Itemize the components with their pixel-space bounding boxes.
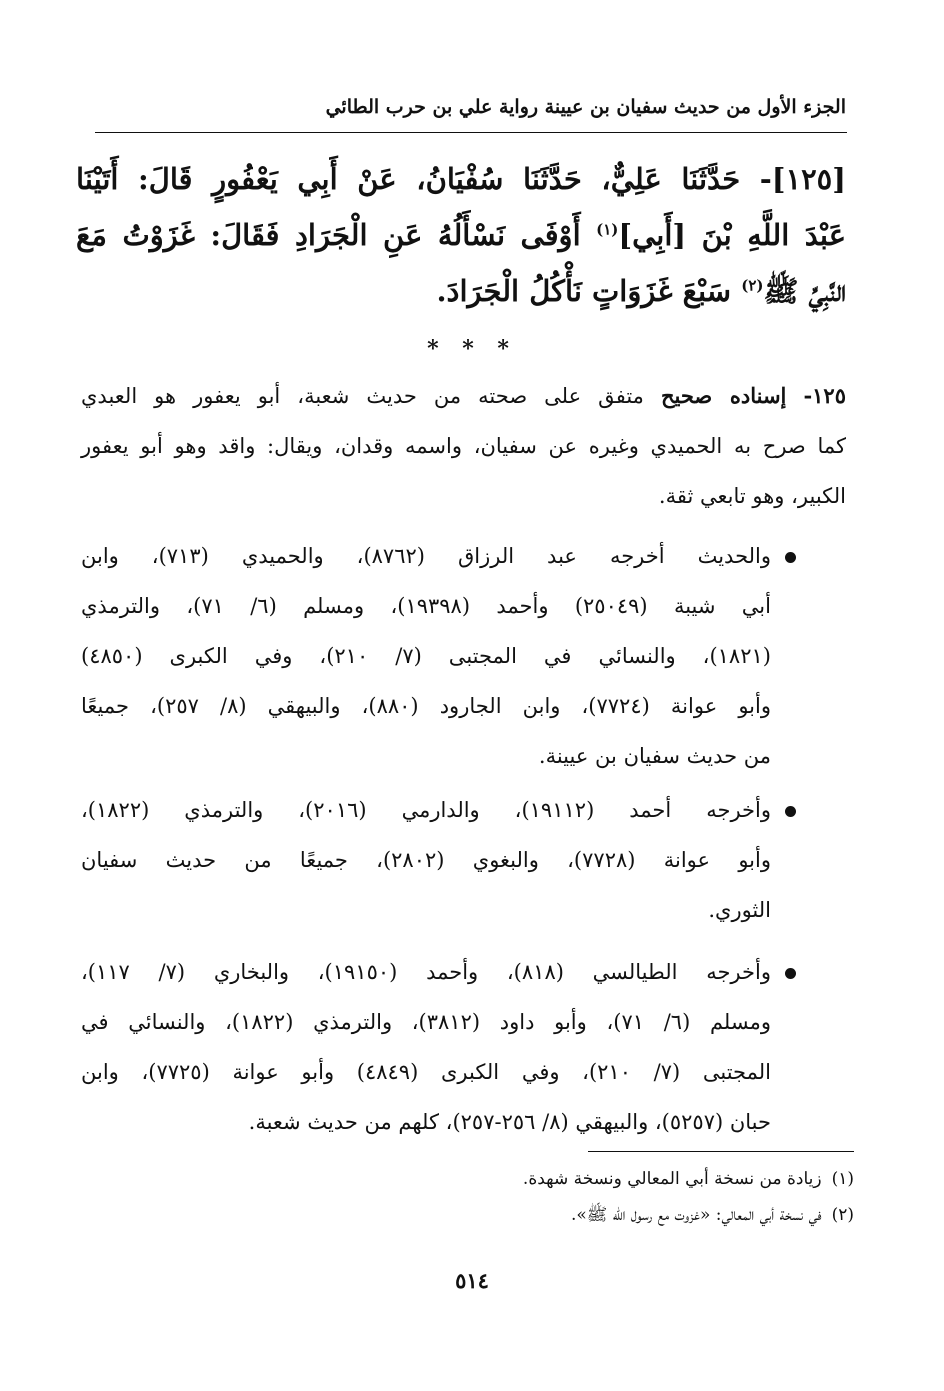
hadith-line-1: [١٢٥]- حَدَّثَنَا عَلِيٌّ، حَدَّثَنَا سُفْيَانُ، عَنْ أَبِي يَعْفُورٍ قَالَ: أَتَيْنَا	[76, 162, 846, 196]
bullet-3-line-3: المجتبى (٧/ ٢١٠)، وفي الكبرى (٤٨٤٩) وأبو عوانة (٧٧٢٥)، وابن	[81, 1060, 771, 1084]
bullet-3-line-2: ومسلم (٦/ ٧١)، وأبو داود (٣٨١٢)، والترمذي (١٨٢٢)، والنسائي في	[81, 1010, 771, 1034]
bullet-1-line-1: والحديث أخرجه عبد الرزاق (٨٧٦٢)، والحميدي (٧١٣)، وابن	[81, 544, 772, 568]
running-header: الجزء الأول من حديث سفيان بن عيينة رواية علي بن حرب الطائي	[325, 96, 846, 118]
bullet-icon	[785, 806, 796, 817]
header-rule	[95, 132, 847, 133]
commentary-line-1-rest: متفق على صحته من حديث شعبة، أبو يعفور هو العبدي	[81, 384, 661, 408]
footnote-ref-2: (٢)	[741, 276, 764, 295]
bullet-2-line-2: وأبو عوانة (٧٧٢٨)، والبغوي (٢٨٠٢)، جميعًا من حديث سفيان	[81, 848, 771, 872]
commentary-number: ١٢٥-	[803, 383, 846, 408]
commentary-line-3: الكبير، وهو تابعي ثقة.	[658, 484, 846, 508]
bullet-icon	[785, 968, 796, 979]
bullet-1-line-5: من حديث سفيان بن عيينة.	[538, 744, 771, 768]
hadith-line-2	[76, 206, 846, 264]
footnote-2-number: (٢)	[831, 1205, 854, 1225]
hadith-line-2-part-b: أَوْفَى نَسْأَلُهُ عَنِ الْجَرَادِ فَقَالَ: غَزَوْتُ مَعَ	[76, 218, 597, 252]
footnote-2	[571, 1200, 854, 1230]
bullet-icon	[785, 552, 796, 563]
bullet-3-line-4: حبان (٥٢٥٧)، والبيهقي (٨/ ٢٥٦-٢٥٧)، كلهم من حديث شعبة.	[248, 1110, 771, 1134]
bullet-2-line-1: وأخرجه أحمد (١٩١١٢)، والدارمي (٢٠١٦)، والترمذي (١٨٢٢)،	[81, 798, 771, 822]
bullet-3-line-1: وأخرجه الطيالسي (٨١٨)، وأحمد (١٩١٥٠)، والبخاري (٧/ ١١٧)،	[81, 960, 771, 984]
bullet-1-line-3: (١٨٢١)، والنسائي في المجتبى (٧/ ٢١٠)، وفي الكبرى (٤٨٥٠)	[81, 644, 771, 668]
commentary-line-2: كما صرح به الحميدي وغيره عن سفيان، واسمه وقدان، ويقال: واقد وهو أبو يعفور	[81, 434, 846, 458]
bullet-1-line-4: وأبو عوانة (٧٧٢٤)، وابن الجارود (٨٨٠)، والبيهقي (٨/ ٢٥٧)، جميعًا	[81, 694, 771, 718]
hadith-line-3-part-b: سَبْعَ غَزَوَاتٍ نَأْكُلُ الْجَرَادَ.	[436, 274, 742, 308]
page-number: ٥١٤	[455, 1268, 489, 1293]
commentary-line-1	[81, 376, 846, 416]
bullet-2-line-3: الثوري.	[708, 898, 771, 922]
hadith-line-2-part-a: عَبْدَ اللَّهِ بْنَ [أَبِي]	[618, 218, 846, 252]
section-separator: * * *	[427, 336, 517, 362]
footnote-1	[523, 1164, 854, 1194]
footnote-ref-1: (١)	[596, 220, 619, 239]
commentary-grading: إسناده صحيح	[660, 383, 787, 408]
footnote-1-text: زيادة من نسخة أبي المعالي ونسخة شهدة.	[522, 1169, 822, 1189]
footnote-1-number: (١)	[831, 1169, 854, 1189]
footnote-2-text: في نسخة أبي المعالي: «غزوت مع رسول الله ﷺ».	[570, 1205, 822, 1225]
footnote-rule	[588, 1151, 854, 1152]
bullet-1-line-2: أبي شيبة (٢٥٠٤٩) وأحمد (١٩٣٩٨)، ومسلم (٦/ ٧١)، والترمذي	[81, 594, 771, 618]
hadith-line-3	[436, 262, 846, 320]
hadith-line-3-part-a: النَّبِيِّ ﷺ	[763, 274, 846, 308]
